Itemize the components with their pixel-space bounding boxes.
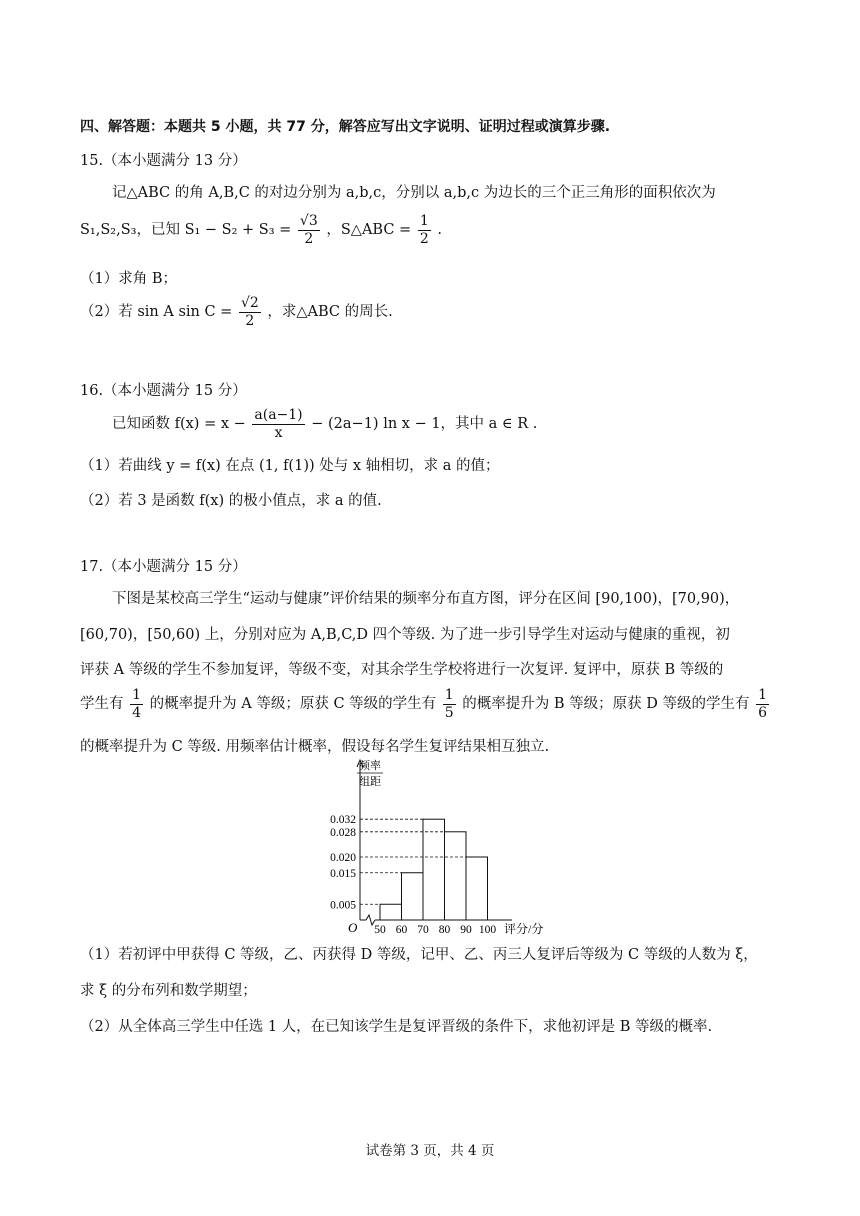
q16-stem [112, 404, 537, 444]
fraction-numerator: 1 [758, 686, 768, 703]
y-axis-label-numerator: 频率 [359, 760, 381, 772]
y-tick-label: 0.015 [330, 867, 356, 880]
q17-fraction-1-over-6 [756, 687, 769, 722]
y-tick-label: 0.032 [330, 814, 356, 827]
x-tick-label: 70 [417, 924, 429, 936]
histogram-bar [445, 832, 467, 920]
q17-line1: 下图是某校高三学生“运动与健康”评价结果的频率分布直方图，评分在区间 [90,100)，[70,90)， [112, 591, 740, 607]
fraction-numerator: √3 [299, 212, 318, 229]
q16-part2: （2）若 3 是函数 f(x) 的极小值点，求 a 的值. [80, 493, 382, 509]
x-tick-label: 90 [460, 924, 472, 936]
q15-stem-line1: 记△ABC 的角 A,B,C 的对边分别为 a,b,c，分别以 a,b,c 为边长的三个正三角形的面积依次为 [112, 185, 716, 201]
fraction-denominator: 5 [444, 704, 454, 721]
q16-stem-b: − (2a−1) ln x − 1，其中 a ∈ R . [311, 416, 538, 432]
fraction-numerator: √2 [240, 294, 259, 311]
q15-part2 [80, 292, 393, 332]
fraction-denominator: x [274, 424, 283, 441]
frequency-histogram [300, 755, 600, 940]
histogram-bar [402, 873, 424, 920]
q17-line4-b: 的概率提升为 A 等级；原获 C 等级的学生有 [149, 696, 437, 712]
q15-fraction-1-over-2 [418, 213, 431, 248]
q17-line4-a: 学生有 [80, 696, 124, 712]
q17-fraction-1-over-4 [130, 687, 143, 722]
fraction-denominator: 2 [304, 230, 314, 247]
y-tick-label: 0.028 [330, 826, 356, 839]
q16-part1: （1）若曲线 y = f(x) 在点 (1, f(1)) 处与 x 轴相切，求 a 的值； [80, 458, 500, 474]
page-footer: 试卷第 3 页，共 4 页 [365, 1143, 495, 1159]
q16-stem-a: 已知函数 f(x) = x − [112, 416, 246, 432]
q17-line4-c: 的概率提升为 B 等级；原获 D 等级的学生有 [462, 696, 750, 712]
fraction-numerator: 1 [419, 212, 429, 229]
q15-stem-line2 [80, 210, 442, 250]
q17-title: 17.（本小题满分 15 分） [80, 559, 247, 575]
histogram-bar [380, 904, 402, 920]
x-tick-label: 50 [374, 924, 386, 936]
q17-part1-line2: 求 ξ 的分布列和数学期望； [80, 983, 257, 999]
q15-part2-b: ，求△ABC 的周长. [267, 304, 393, 320]
histogram-bar [423, 819, 445, 920]
q15-part2-a: （2）若 sin A sin C = [80, 304, 233, 320]
q17-part2: （2）从全体高三学生中任选 1 人，在已知该学生是复评晋级的条件下，求他初评是 B 等级的概率. [80, 1019, 713, 1035]
y-tick-label: 0.020 [330, 852, 356, 864]
q15-fraction-sqrt3-over-2 [298, 213, 320, 248]
q17-part1-line1: （1）若初评中甲获得 C 等级，乙、丙获得 D 等级，记甲、乙、丙三人复评后等级为 C 等级的人数为 ξ， [80, 947, 758, 963]
x-tick-label: 100 [478, 924, 497, 936]
fraction-numerator: 1 [444, 686, 454, 703]
q16-title: 16.（本小题满分 15 分） [80, 383, 247, 399]
fraction-denominator: 4 [132, 704, 142, 721]
q17-line4 [80, 682, 771, 726]
x-tick-label: 80 [438, 924, 451, 936]
q17-line3: 评获 A 等级的学生不参加复评，等级不变，对其余学生学校将进行一次复评. 复评中，原获 B 等级的 [80, 662, 724, 678]
q15-stem2-c: . [437, 222, 442, 238]
x-axis-label: 评分/分 [504, 922, 544, 936]
q16-fraction [252, 407, 304, 442]
fraction-denominator: 2 [419, 230, 429, 247]
q17-line2: [60,70)，[50,60) 上，分别对应为 A,B,C,D 四个等级. 为了进一步引导学生对运动与健康的重视，初 [80, 627, 730, 643]
origin-label: O [348, 920, 358, 935]
q15-fraction-sqrt2-over-2 [239, 295, 261, 330]
fraction-denominator: 2 [245, 312, 255, 329]
q17-fraction-1-over-5 [443, 687, 456, 722]
fraction-numerator: 1 [132, 686, 142, 703]
q15-part1: （1）求角 B； [80, 271, 177, 287]
x-tick-label: 60 [395, 924, 408, 936]
histogram-bar [466, 857, 488, 920]
q15-title: 15.（本小题满分 13 分） [80, 153, 247, 169]
fraction-numerator: a(a−1) [254, 406, 303, 423]
q17-line5: 的概率提升为 C 等级. 用频率估计概率，假设每名学生复评结果相互独立. [80, 739, 550, 755]
y-tick-label: 0.005 [330, 899, 356, 912]
y-axis-label-denominator: 组距 [359, 776, 381, 788]
fraction-denominator: 6 [758, 704, 768, 721]
q15-stem2-b: ，S△ABC = [326, 222, 412, 238]
section-header: 四、解答题：本题共 5 小题，共 77 分，解答应写出文字说明、证明过程或演算步骤. [80, 119, 611, 135]
q15-stem2-a: S₁,S₂,S₃，已知 S₁ − S₂ + S₃ = [80, 222, 292, 238]
